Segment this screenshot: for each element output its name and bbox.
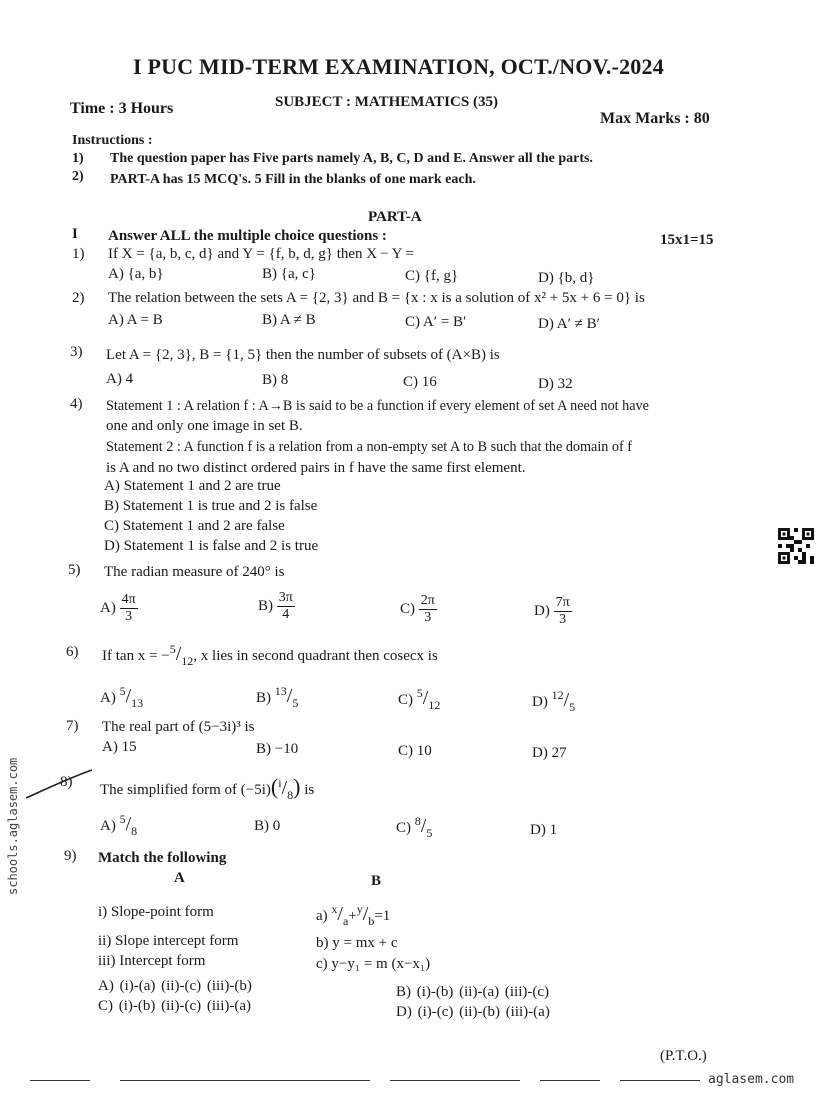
slash-fraction: $^y/_b$ (356, 902, 375, 928)
option-d: D) Statement 1 is false and 2 is true (104, 538, 319, 554)
option-b: B) A ≠ B (262, 312, 316, 328)
option-b: B) (i)-(b) (ii)-(a) (iii)-(c) (396, 984, 549, 1000)
option-a: A) $^5/_{13}$ (100, 684, 144, 710)
option-b: B) $\frac{3\pi}{4}$ (258, 590, 293, 622)
option-b: B) 8 (262, 372, 289, 388)
footer-rule (120, 1080, 370, 1081)
statement-1: Statement 1 : A relation f : A→B is said to be a function if every element of set A need not have (106, 398, 649, 414)
question-number: 1) (72, 246, 85, 262)
question-text: If $\tan x = -^5/_{12}$, x lies in second quadrant then cosecx is (102, 642, 438, 668)
instruction-num: 1) (72, 151, 84, 166)
pen-mark (24, 768, 94, 804)
option-d: D) 32 (538, 376, 573, 392)
question-number: 2) (72, 290, 85, 306)
max-marks: Max Marks : 80 (600, 110, 710, 127)
option-d: D) {b, d} (538, 270, 595, 286)
qr-code-icon (778, 527, 814, 565)
slash-fraction: $^5/_{12}$ (416, 686, 441, 712)
slash-fraction: $^i/_8$ (278, 776, 294, 802)
match-item-a2: ii) Slope intercept form (98, 933, 239, 949)
footer-rule (540, 1080, 600, 1081)
option-a: A) 4 (106, 371, 134, 387)
option-c: C) $^5/_{12}$ (398, 686, 441, 712)
option-d: D) $^{12}/_5$ (532, 688, 576, 714)
fraction: $\frac{2\pi}{3}$ (420, 593, 435, 625)
option-b: B) $^{13}/_5$ (256, 684, 299, 710)
option-c: C) 10 (398, 743, 432, 759)
question-number: 9) (64, 848, 77, 864)
fraction: $\frac{4\pi}{3}$ (121, 592, 136, 624)
watermark-bottom: aglasem.com (708, 1072, 795, 1087)
option-c: C) {f, g} (405, 268, 459, 284)
page-title: I PUC MID-TERM EXAMINATION, OCT./NOV.-2024 (133, 54, 664, 79)
match-item-b1: a) $^x/_a+^y/_b=1$ (316, 902, 391, 928)
option-d: D) A′ ≠ B′ (538, 316, 600, 332)
option-d: D) 27 (532, 745, 567, 761)
question-number: 3) (70, 344, 83, 360)
option-a: A) (i)-(a) (ii)-(c) (iii)-(b) (98, 978, 252, 994)
fraction: $\frac{7\pi}{3}$ (555, 595, 570, 627)
exam-subject: SUBJECT : MATHEMATICS (35) (275, 94, 498, 110)
option-a: A) $^5/_8$ (100, 812, 138, 838)
fraction: $\frac{3\pi}{4}$ (278, 590, 293, 622)
match-item-a3: iii) Intercept form (98, 953, 206, 969)
instruction-num: 2) (72, 169, 84, 184)
option-d: D) 1 (530, 822, 558, 838)
option-b: B) {a, c} (262, 266, 316, 282)
slash-fraction: $^5/_{12}$ (169, 642, 194, 668)
slash-fraction: $^5/_8$ (119, 812, 138, 838)
column-a-heading: A (174, 870, 185, 886)
slash-fraction: $^5/_{13}$ (119, 684, 144, 710)
option-c: C) $\frac{2\pi}{3}$ (400, 593, 435, 625)
option-c: C) 16 (403, 374, 437, 390)
option-c: C) Statement 1 and 2 are false (104, 518, 285, 534)
instruction-text: The question paper has Five parts namely A, B, C, D and E. Answer all the parts. (110, 151, 593, 166)
question-number: 4) (70, 396, 83, 412)
statement-2: Statement 2 : A function f is a relation from a non-empty set A to B such that the domain of f (106, 439, 633, 455)
option-a: A) A = B (108, 312, 163, 328)
slash-fraction: $^{12}/_5$ (551, 688, 576, 714)
slash-fraction: $^8/_5$ (414, 814, 433, 840)
footer-rule (620, 1080, 700, 1081)
option-b: B) −10 (256, 741, 299, 757)
option-c: C) $^8/_5$ (396, 814, 433, 840)
question-number: 7) (66, 718, 79, 734)
option-a: A) 15 (102, 739, 137, 755)
question-text: Match the following (98, 850, 227, 866)
part-title: PART-A (368, 209, 422, 225)
option-b: B) 0 (254, 818, 281, 834)
instruction-text: PART-A has 15 MCQ's. 5 Fill in the blanks of one mark each. (110, 172, 476, 187)
section-number: I (72, 226, 78, 242)
option-c: C) (i)-(b) (ii)-(c) (iii)-(a) (98, 998, 251, 1014)
question-text: Let A = {2, 3}, B = {1, 5} then the number of subsets of (A×B) is (106, 347, 500, 363)
question-number: 5) (68, 562, 81, 578)
option-d: D) (i)-(c) (ii)-(b) (iii)-(a) (396, 1004, 550, 1020)
option-c: C) A′ = B′ (405, 314, 467, 330)
question-text: The real part of (5−3i)³ is (102, 719, 255, 735)
exam-time: Time : 3 Hours (70, 100, 174, 117)
match-item-b2: b) y = mx + c (316, 935, 398, 951)
statement-2-cont: is A and no two distinct ordered pairs in f have the same first element. (106, 460, 526, 476)
match-item-a1: i) Slope-point form (98, 904, 214, 920)
option-a: A) {a, b} (108, 266, 164, 282)
option-a: A) $\frac{4\pi}{3}$ (100, 592, 136, 624)
column-b-heading: B (371, 873, 382, 889)
footer-rule (390, 1080, 520, 1081)
option-b: B) Statement 1 is true and 2 is false (104, 498, 318, 514)
question-text: The relation between the sets A = {2, 3} and B = {x : x is a solution of x² + 5x + 6 = 0} is (108, 290, 645, 306)
question-number: 6) (66, 644, 79, 660)
watermark-side: schools.aglasem.com (6, 757, 20, 895)
question-text: The simplified form of $(-5i)(^i/_8)$ is (100, 774, 315, 802)
option-a: A) Statement 1 and 2 are true (104, 478, 281, 494)
question-text: If X = {a, b, c, d} and Y = {f, b, d, g} then X − Y = (108, 246, 415, 262)
match-item-b3: c) y−y₁ = m (x−x₁) (316, 956, 431, 972)
instructions-heading: Instructions : (72, 133, 153, 148)
pto-label: (P.T.O.) (660, 1048, 707, 1064)
question-text: The radian measure of 240° is (104, 564, 285, 580)
slash-fraction: $^{13}/_5$ (274, 684, 299, 710)
statement-1-cont: one and only one image in set B. (106, 418, 303, 434)
option-d: D) $\frac{7\pi}{3}$ (534, 595, 570, 627)
slash-fraction: $^x/_a$ (331, 902, 349, 928)
section-marks: 15x1=15 (660, 232, 714, 248)
question-number: 8) (60, 774, 73, 790)
section-heading: Answer ALL the multiple choice questions : (108, 228, 387, 244)
footer-rule (30, 1080, 90, 1081)
